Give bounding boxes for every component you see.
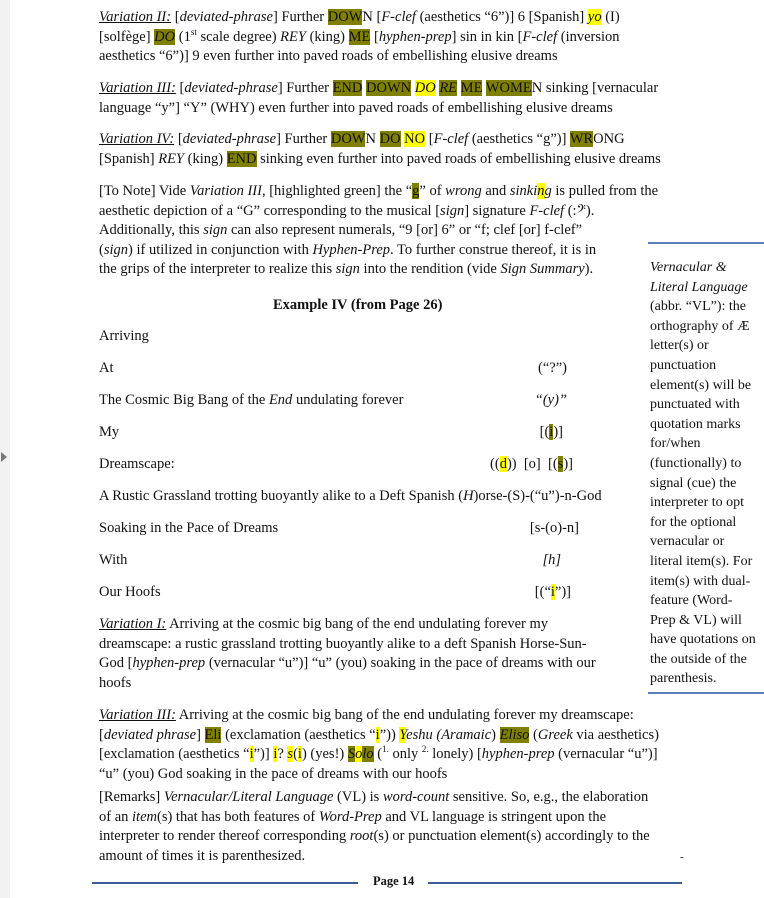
variation-3-paragraph: Variation III: [deviated-phrase] Further END DOWN DO RE ME WOMEN sinking [vernacular language “y”] “Y” (WHY) even further into paved roads of embellishing elusive dreams xyxy=(99,80,659,116)
variation-2-paragraph: Variation II: [deviated-phrase] Further DOWN [F-clef (aesthetics “6”)] 6 [Spanish] yo (I) [solfège] DO (1st scale degree) REY (king) ME [hyphen-prep] sin in kin [F-clef (inversion aesthetics “6”)] 9 even further into paved roads of embellishing elusive dreams xyxy=(99,9,620,64)
footer-right-rule xyxy=(428,882,682,884)
sidebar-bottom-rule xyxy=(648,692,764,694)
example-row: At (“?”) xyxy=(99,360,567,376)
variation-title: Variation III: xyxy=(99,80,176,96)
variation-title: Variation IV: xyxy=(99,131,175,147)
example-row: Dreamscape: ((d)) [o] [(s)] xyxy=(99,456,573,472)
variation-title: Variation III: xyxy=(99,707,176,723)
variation-3-dreamscape-paragraph: Variation III: Arriving at the cosmic big bang of the end undulating forever my dreamscape: [deviated phrase] Eli (exclamation (aesthetics “i”)) Yeshu (Aramaic) Eliso (Greek via aesthetics) [exclamation (aesthetics “i”)] i? s(i) (yes!) Solo ($^{1.}$ only $^{2.}$ lonely) [hyphen-prep (vernacular “u”)] “u” (you) God soaking in the pace of dreams with our hoofs xyxy=(99,707,659,782)
window-left-edge xyxy=(0,0,10,898)
variation-4-paragraph: Variation IV: [deviated-phrase] Further DOWN DO NO [F-clef (aesthetics “g”)] WRONG [Spanish] REY (king) END sinking even further into paved roads of embellishing elusive dreams xyxy=(99,131,661,167)
variation-1-paragraph: Variation I: Arriving at the cosmic big bang of the end undulating forever my dreamscape: a rustic grassland trotting buoyantly alike to a deft Spanish Horse-Sun- God [hyphen-prep (vernacular “u”)] “u” (you) soaking in the pace of dreams with our hoofs xyxy=(99,616,596,691)
to-note-paragraph: [To Note] Vide Variation III, [highlighted green] the “g” of wrong and sinking is pulled from the aesthetic depiction of a “G” corresponding to the musical [sign] signature F-clef (:𝄢). Additionally, this sign can also represent numerals, “9 [or] 6” or “f; clef [or] f-clef” (sign) if utilized in conjunction with Hyphen-Prep. To further construe thereof, it is in the grips of the interpreter to realize this sign into the rendition (vide Sign Summary). xyxy=(99,183,659,277)
sidebar-top-rule xyxy=(648,242,764,244)
sidebar-note: Vernacular & Literal Language (abbr. “VL”): the orthography of Æ letter(s) or punctuation element(s) will be punctuated with quotation marks for/when (functionally) to signal (cue) the interpreter to opt for the optional vernacular or literal item(s). For item(s) with dual- feature (Word- Prep & VL) will have quotations on the outside of the parenthesis. xyxy=(650,260,756,687)
footer-left-rule xyxy=(92,882,358,884)
example-row: With [h] xyxy=(99,552,561,568)
example-row: A Rustic Grassland trotting buoyantly alike to a Deft Spanish (H)orse-(S)-(“u”)-n-God xyxy=(99,488,602,504)
example-row: The Cosmic Big Bang of the End undulating forever “(y)” xyxy=(99,392,567,408)
page-number: Page 14 xyxy=(373,874,415,888)
footer-dash: - xyxy=(680,851,684,863)
example-row: Arriving xyxy=(99,328,149,344)
example-row: Soaking in the Pace of Dreams [s-(o)-n] xyxy=(99,520,579,536)
remarks-paragraph: [Remarks] Vernacular/Literal Language (VL) is word-count sensitive. So, e.g., the elaboration of an item(s) that has both features of Word-Prep and VL language is stringent upon the interpreter to render thereof corresponding root(s) or punctuation element(s) accordingly to the amount of times it is parenthesized. xyxy=(99,789,650,864)
variation-title: Variation I: xyxy=(99,616,167,632)
collapse-arrow-icon[interactable] xyxy=(1,452,7,462)
variation-title: Variation II: xyxy=(99,9,172,25)
example-row: My [(i)] xyxy=(99,424,563,440)
example-title: Example IV (from Page 26) xyxy=(273,297,443,313)
example-row: Our Hoofs [(“i”)] xyxy=(99,584,571,600)
